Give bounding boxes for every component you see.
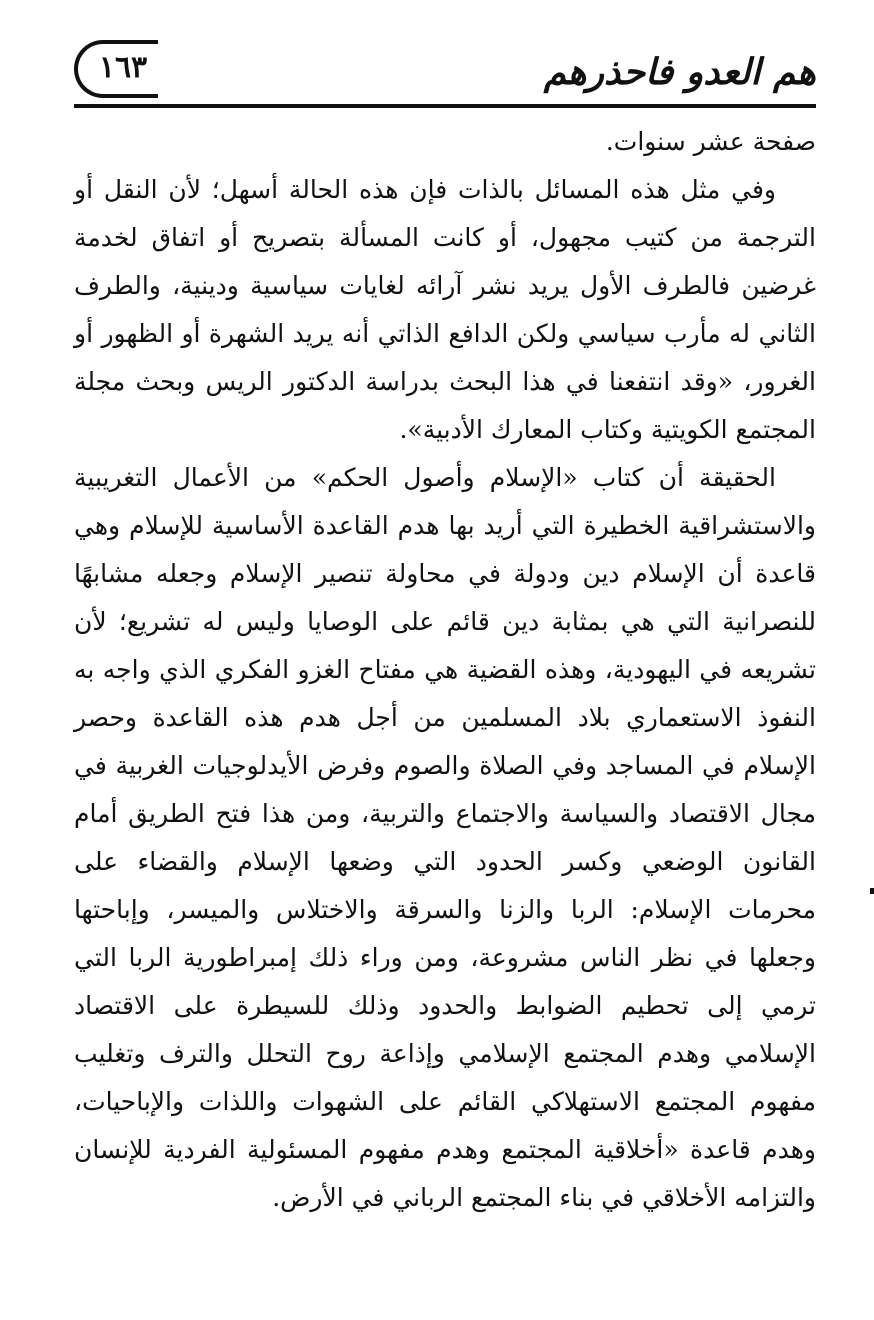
paragraph-2: وفي مثل هذه المسائل بالذات فإن هذه الحالة أسهل؛ لأن النقل أو الترجمة من كتيب مجهول، أو كانت المسألة بتصريح أو اتفاق لخدمة غرضين فالطرف الأول يريد نشر آرائه لغايات سياسية ودينية، والطرف الثاني له مأرب سياسي ولكن الدافع الذاتي أنه يريد الشهرة أو الظهور أو الغرور، «وقد انتفعنا في هذا البحث بدراسة الدكتور الريس وبحث مجلة المجتمع الكويتية وكتاب المعارك الأدبية». xyxy=(74,175,816,444)
running-title: هم العدو فاحذرهم xyxy=(543,51,816,93)
margin-mark xyxy=(870,888,874,894)
body-text xyxy=(74,118,816,1222)
page-header xyxy=(74,40,816,106)
paragraph-3: الحقيقة أن كتاب «الإسلام وأصول الحكم» من الأعمال التغريبية والاستشراقية الخطيرة التي أريد بها هدم القاعدة الأساسية للإسلام وهي قاعدة أن الإسلام دين ودولة في محاولة تنصير الإسلام وجعله مشابهًا للنصرانية التي هي بمثابة دين قائم على الوصايا وليس له تشريع؛ لأن تشريعه في اليهودية، وهذه القضية هي مفتاح الغزو الفكري الذي واجه به النفوذ الاستعماري بلاد المسلمين من أجل هدم هذه القاعدة وحصر الإسلام في المساجد وفي الصلاة والصوم وفرض الأيدلوجيات الغربية في مجال الاقتصاد والسياسة والاجتماع والتربية، ومن هذا فتح الطريق أمام القانون الوضعي وكسر الحدود التي وضعها الإسلام والقضاء على محرمات الإسلام: الربا والزنا والسرقة والاختلاس والميسر، وإباحتها وجعلها في نظر الناس مشروعة، ومن وراء ذلك إمبراطورية الربا التي ترمي إلى تحطيم الضوابط والحدود وذلك للسيطرة على الاقتصاد الإسلامي وهدم المجتمع الإسلامي وإذاعة روح التحلل والترف وتغليب مفهوم المجتمع الاستهلاكي القائم على الشهوات واللذات والإباحيات، وهدم قاعدة «أخلاقية المجتمع وهدم مفهوم المسئولية الفردية للإنسان والتزامه الأخلاقي في بناء المجتمع الرباني في الأرض. xyxy=(74,463,816,1212)
page-number: ١٦٣ xyxy=(98,50,148,85)
header-rule xyxy=(74,104,816,108)
paragraph-1: صفحة عشر سنوات. xyxy=(605,127,816,156)
